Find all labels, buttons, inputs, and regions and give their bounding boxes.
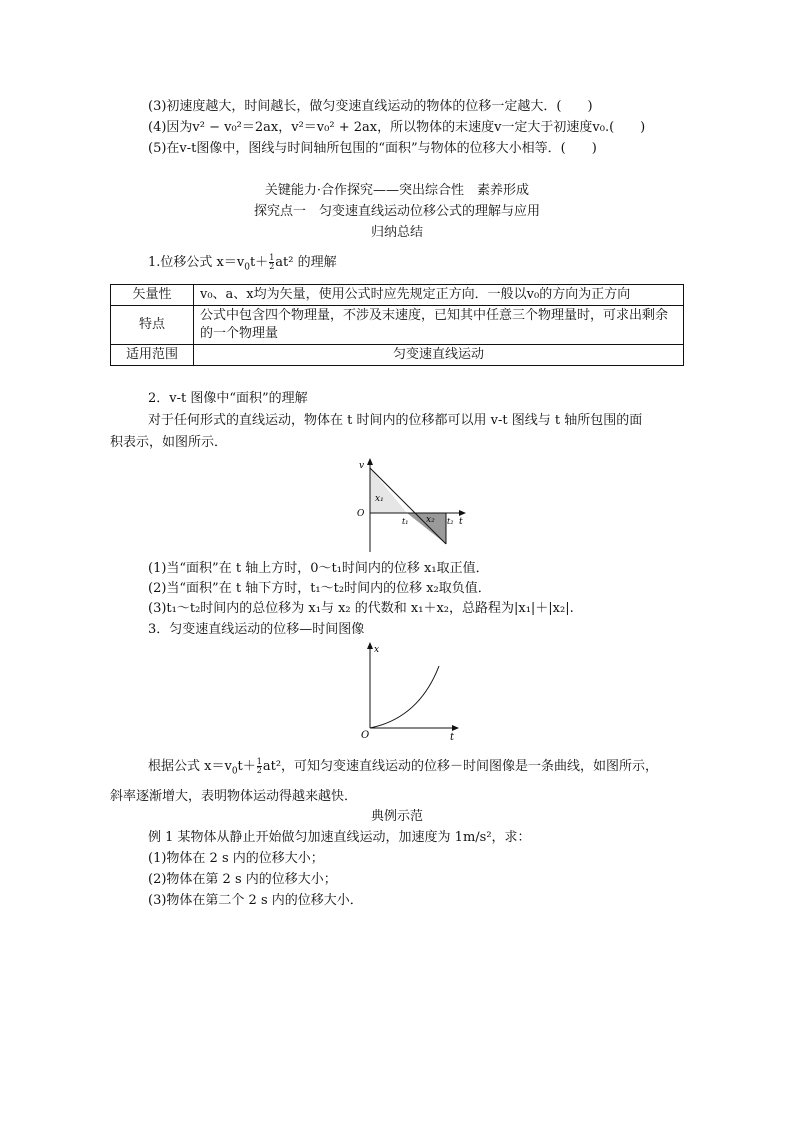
x-axis-arrow xyxy=(367,642,373,649)
summary-heading: 归纳总结 xyxy=(370,225,423,240)
judgement-4: (4)因为v² − v₀²＝2ax，v²＝v₀² + 2ax，所以物体的末速度v一定大于初速度v₀.( ) xyxy=(148,120,646,135)
origin-label: O xyxy=(357,509,365,519)
x2-label: x₂ xyxy=(426,515,435,525)
item1-prefix: 1.位移公式 x＝v xyxy=(148,255,245,270)
x1-label: x₁ xyxy=(375,494,384,504)
table-cell: 匀变速直线运动 xyxy=(194,345,684,366)
fraction-den: 2 xyxy=(269,262,275,271)
conclusion-line-2: 斜率逐渐增大，表明物体运动得越来越快． xyxy=(110,789,358,804)
fraction-half xyxy=(257,758,262,775)
t-axis-label: t xyxy=(450,732,455,740)
table-row xyxy=(111,306,684,345)
area-x1 xyxy=(370,468,407,513)
item2-point-1: (1)当“面积”在 t 轴上方时，0～t₁时间内的位移 x₁取正值． xyxy=(148,561,489,576)
section-title: 关键能力·合作探究——突出综合性 素养形成 xyxy=(264,183,530,198)
v-axis-arrow xyxy=(367,458,373,465)
fraction-den: 2 xyxy=(256,766,262,775)
example-part-1: (1)物体在 2 s 内的位移大小； xyxy=(148,851,324,866)
table-cell: v₀、a、x均为矢量，使用公式时应先规定正方向．一般以v₀的方向为正方向 xyxy=(194,285,684,306)
item2-heading: 2．v-t 图像中“面积”的理解 xyxy=(148,391,308,406)
conclusion-prefix: 根据公式 x＝v xyxy=(148,759,232,774)
item1-tail: at² 的理解 xyxy=(275,255,337,270)
t1-label: t₁ xyxy=(402,517,409,526)
item1-mid: t＋ xyxy=(249,255,269,270)
item2-point-2: (2)当“面积”在 t 轴下方时，t₁～t₂时间内的位移 x₂取负值． xyxy=(148,581,491,596)
conclusion-tail: at²，可知匀变速直线运动的位移－时间图像是一条曲线，如图所示， xyxy=(262,759,659,774)
example-part-2: (2)物体在第 2 s 内的位移大小； xyxy=(148,872,337,887)
item3-heading: 3．匀变速直线运动的位移—时间图像 xyxy=(148,622,365,637)
example-question: 例 1 某物体从静止开始做匀加速直线运动，加速度为 1m/s²，求： xyxy=(148,830,531,845)
conclusion-mid: t＋ xyxy=(237,759,256,774)
judgement-5: (5)在v-t图像中，图线与时间轴所包围的“面积”与物体的位移大小相等．( ) xyxy=(148,141,597,156)
example-heading: 典例示范 xyxy=(370,809,423,824)
example-part-3: (3)物体在第二个 2 s 内的位移大小． xyxy=(148,893,363,908)
t-axis-label: t xyxy=(459,517,463,527)
fraction-num: 1 xyxy=(256,757,262,766)
fraction-half xyxy=(269,254,274,271)
xt-curve xyxy=(370,666,439,728)
v-axis-label: v xyxy=(359,461,365,471)
table-head: 适用范围 xyxy=(111,345,194,366)
table-cell: 公式中包含四个物理量，不涉及末速度，已知其中任意三个物理量时，可求出剩余的一个物理量 xyxy=(194,306,684,345)
origin-label: O xyxy=(361,730,370,740)
conclusion-line-1: 根据公式 $x=v_0t+$ $\frac{1}{2}$ at²，可知匀变速直线运动的位移－时间图像是一条曲线，如图所示， xyxy=(148,757,659,777)
section-subtitle: 探究点一 匀变速直线运动位移公式的理解与应用 xyxy=(253,204,540,219)
item2-paragraph-1: 对于任何形式的直线运动，物体在 t 时间内的位移都可以用 v-t 图线与 t 轴所包围的面 xyxy=(148,413,643,428)
xt-graph xyxy=(355,640,465,740)
fraction-num: 1 xyxy=(269,253,275,262)
judgement-3: (3)初速度越大，时间越长，做匀变速直线运动的物体的位移一定越大．( ) xyxy=(148,99,593,114)
t-axis-arrow xyxy=(452,725,459,731)
table-head: 特点 xyxy=(111,306,194,345)
t-axis-arrow xyxy=(459,510,466,516)
vt-graph xyxy=(340,456,480,556)
item1-heading: 1.位移公式 $x=v_0t+$ $\frac{1}{2}$ at² 的理解 xyxy=(148,253,337,273)
formula-table xyxy=(110,284,684,366)
x-axis-label: x xyxy=(374,645,380,655)
table-head: 矢量性 xyxy=(111,285,194,306)
table-row xyxy=(111,345,684,366)
table-row xyxy=(111,285,684,306)
item2-point-3: (3)t₁～t₂时间内的总位移为 x₁与 x₂ 的代数和 x₁＋x₂，总路程为|x₁|＋|x₂|. xyxy=(148,601,574,616)
item2-paragraph-2: 积表示，如图所示． xyxy=(110,435,228,450)
t2-label: t₂ xyxy=(447,517,454,526)
